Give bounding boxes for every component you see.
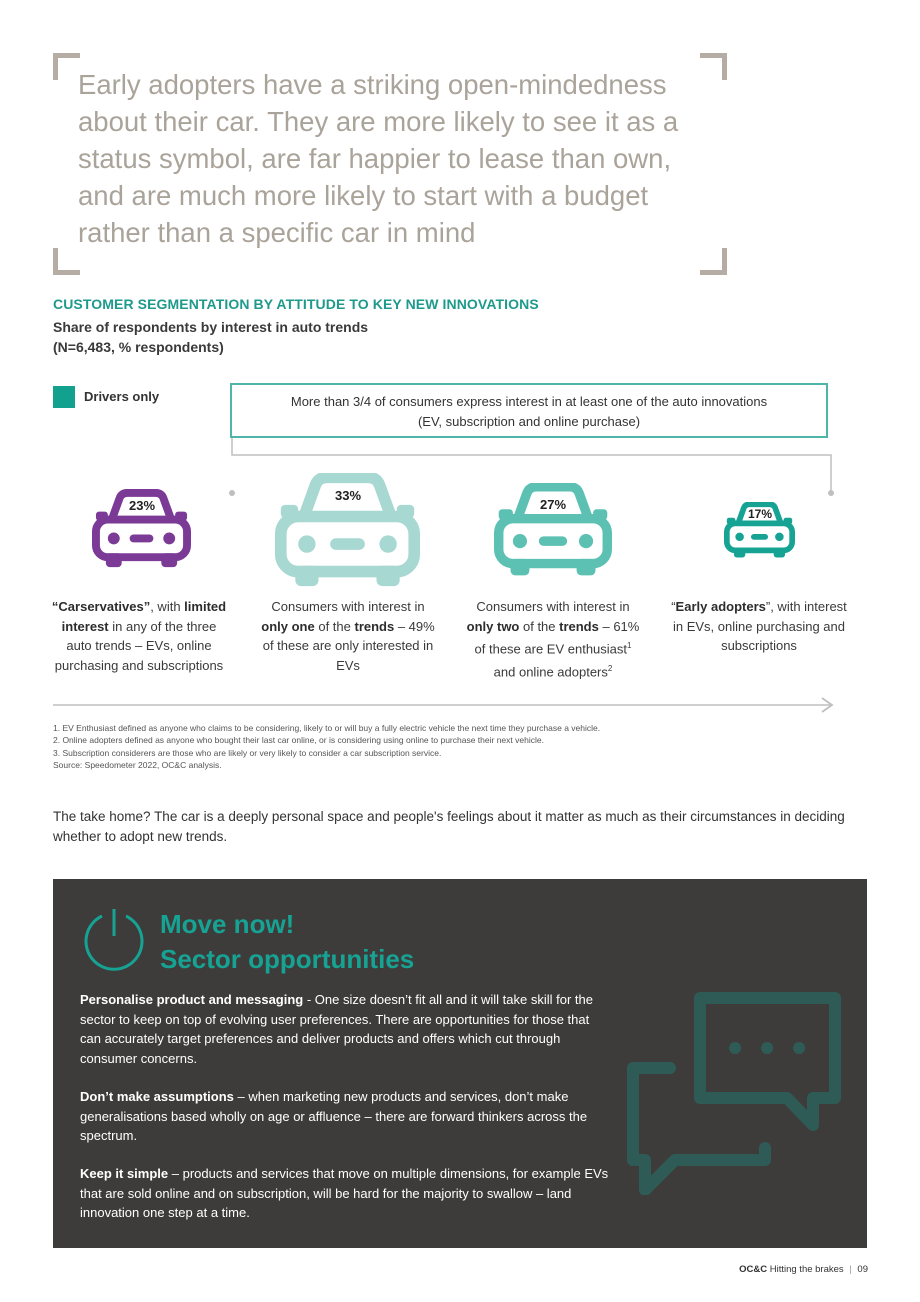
- seg3-text: ”, with interest in EVs, online purchasing and subscriptions: [672, 599, 847, 653]
- panel-item-text: - One size doesn’t fit all and it will take skill for the sector to keep on top of evolving user preferences. There are opportunities for those that can accurately target preferences and deliver products and offers which cut through consumer concerns.: [80, 992, 593, 1066]
- footer-page-number: 09: [857, 1264, 868, 1275]
- panel-title-line2: Sector opportunities: [160, 944, 415, 974]
- pct-label-carservatives: 23%: [128, 498, 156, 513]
- seg0-text-b: in any of the three auto trends – EVs, online purchasing and subscriptions: [54, 618, 224, 673]
- seg0-text-a: , with: [150, 599, 185, 614]
- panel-item-keep-simple: [80, 1164, 610, 1223]
- panel-item-assumptions: [80, 1087, 610, 1146]
- segment-desc-carservatives: [49, 597, 229, 675]
- takehome-paragraph: The take home? The car is a deeply personal space and people's feelings about it matter as much as their circumstances in deciding whether to adopt new trends.: [53, 809, 845, 844]
- seg2-text-d: and online adopters: [493, 664, 608, 680]
- seg2-emph-a: only two: [466, 618, 520, 634]
- seg2-emph-b: trends: [559, 618, 599, 634]
- pct-label-early-adopters: 17%: [747, 507, 773, 521]
- panel-item-text: – when marketing new products and services, don’t make generalisations based wholly on age or affluence – there are forward thinkers across the spectrum.: [80, 1089, 588, 1143]
- segment-desc-early-adopters: [669, 597, 849, 656]
- callout-line1: More than 3/4 of consumers express interest in at least one of the auto innovations: [290, 394, 768, 409]
- power-icon: [78, 906, 150, 978]
- footnotes: [53, 722, 853, 771]
- panel-item-heading: Don’t make assumptions: [80, 1089, 234, 1104]
- chart-subtitle-line1: Share of respondents by interest in auto trends: [53, 319, 369, 335]
- segment-desc-two-trends: [463, 597, 643, 682]
- seg1-text-c: – 49% of these are only interested in EVs: [262, 618, 435, 673]
- seg1-emph-b: trends: [354, 618, 395, 634]
- seg2-text-a: Consumers with interest in: [476, 599, 630, 614]
- connector-dot-left: [229, 490, 235, 496]
- seg1-text-b: of the: [314, 618, 355, 634]
- footnote-3: 3. Subscription considerers are those who are likely or very likely to consider a car subscription service.: [53, 747, 442, 758]
- seg0-term: “Carservatives”: [51, 599, 151, 614]
- chat-bubbles-icon: [625, 990, 845, 1195]
- panel-item-heading: Keep it simple: [80, 1166, 169, 1181]
- seg2-footnote-ref-1: 1: [627, 641, 632, 650]
- footer-title: Hitting the brakes: [769, 1264, 844, 1275]
- connector-dot-right: [828, 490, 834, 496]
- seg1-emph-a: only one: [261, 618, 315, 634]
- seg0-emph: limited interest: [61, 599, 227, 634]
- seg3-quote-open: “: [671, 599, 676, 614]
- legend-label: Drivers only: [84, 389, 160, 404]
- seg2-footnote-ref-2: 2: [607, 663, 613, 673]
- segment-desc-one-trend: [258, 597, 438, 675]
- callout-line2: (EV, subscription and online purchase): [417, 414, 641, 429]
- panel-item-heading: Personalise product and messaging: [80, 992, 304, 1007]
- panel-item-text: – products and services that move on multiple dimensions, for example EVs that are sold online and on subscription, will be hard for the majority to swallow – land innovation one step at a time.: [80, 1166, 609, 1220]
- panel-item-personalise: [80, 990, 610, 1068]
- seg1-text-a: Consumers with interest in: [271, 599, 425, 614]
- panel-title: [160, 907, 414, 977]
- panel-title-line1: Move now!: [160, 909, 295, 939]
- seg3-term: Early adopters: [675, 599, 766, 614]
- chart-title: CUSTOMER SEGMENTATION BY ATTITUDE TO KEY NEW INNOVATIONS: [53, 296, 539, 312]
- pull-quote: Early adopters have a striking open-mindedness about their car. They are more likely to see it as a status symbol, are far happier to lease than own, and are much more likely to start with a budget rather than a specific car in mind: [78, 69, 679, 248]
- page-footer: OC&C Hitting the brakes | 09: [739, 1264, 868, 1275]
- footnote-1: 1. EV Enthusiast defined as anyone who claims to be considering, likely to or will buy a fully electric vehicle the next time they purchase a vehicle.: [53, 723, 601, 733]
- pct-label-one-trend: 33%: [334, 488, 362, 503]
- seg2-text-b: of the: [519, 618, 560, 634]
- footer-brand: OC&C: [739, 1264, 768, 1275]
- seg2-text-c: – 61% of these are EV enthusiast: [474, 618, 640, 657]
- footnote-source: Source: Speedometer 2022, OC&C analysis.: [53, 759, 222, 770]
- footnote-2: 2. Online adopters defined as anyone who bought their last car online, or is considering using online to purchase their next vehicle.: [53, 735, 544, 746]
- pct-label-two-trends: 27%: [539, 497, 567, 512]
- chart-subtitle-line2: (N=6,483, % respondents): [53, 339, 224, 355]
